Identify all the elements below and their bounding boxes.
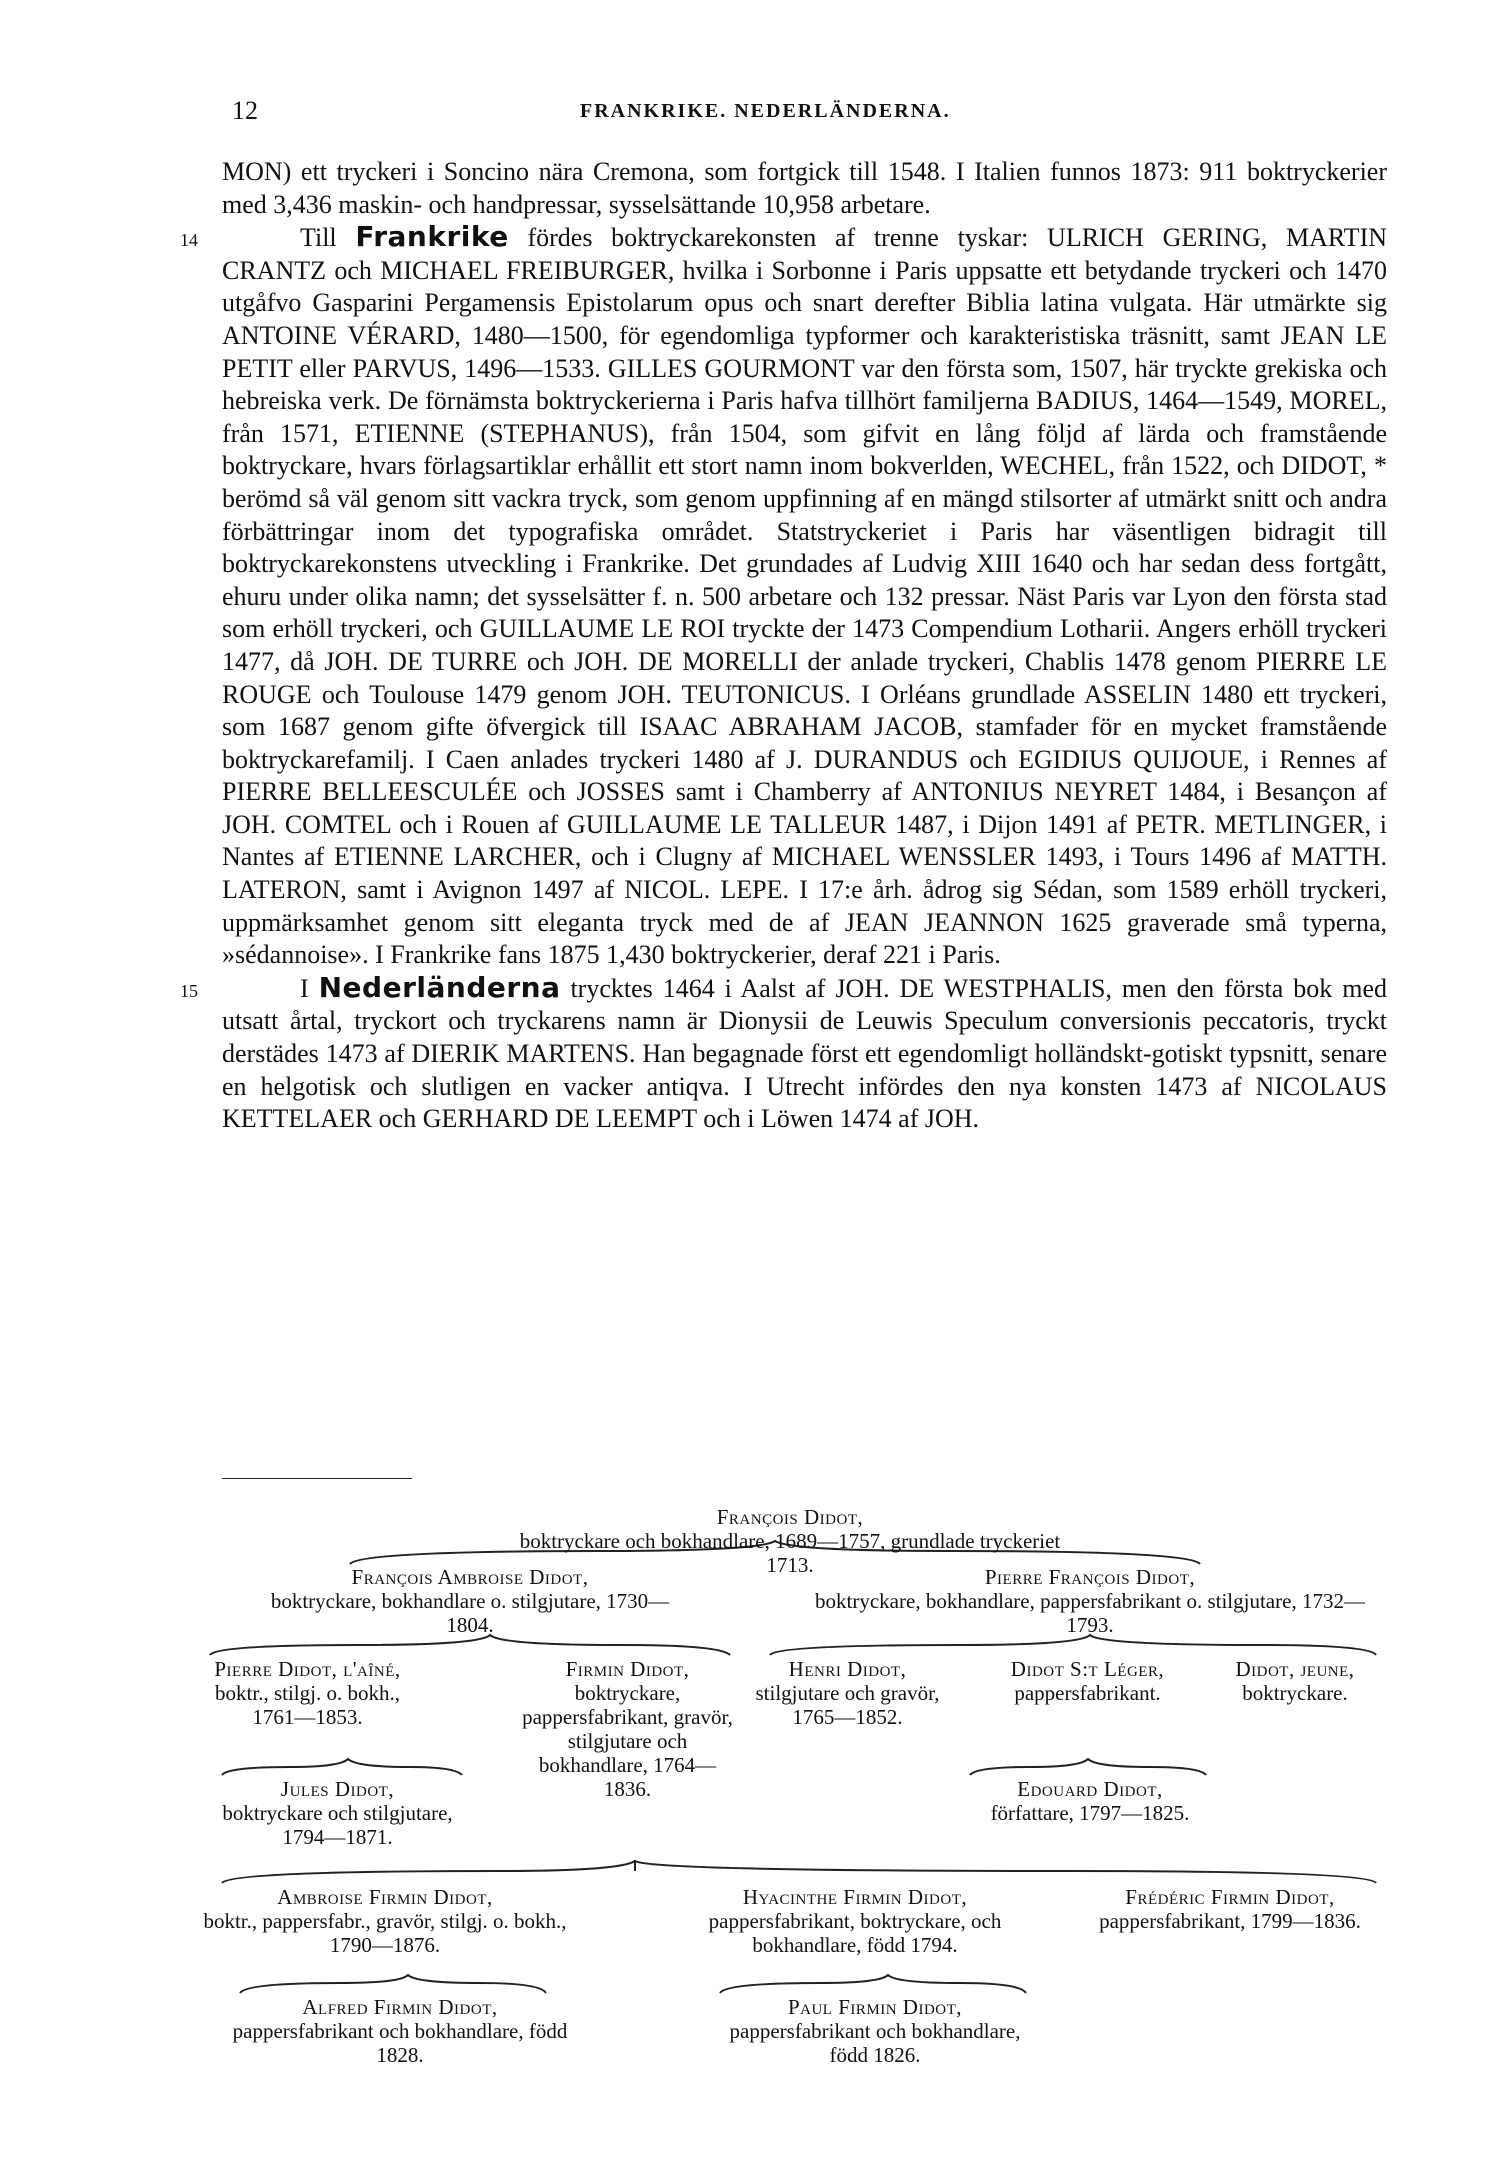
tree-node-gen4-2 [655, 1885, 1055, 1957]
person-desc: pappersfabrikant och bokhandlare, född 1828. [232, 2019, 568, 2067]
footnote-rule [222, 1478, 412, 1479]
person-desc: stilgjutare och gravör, 1765—1852. [755, 1681, 940, 1729]
person-name: Henri Didot, [788, 1657, 907, 1681]
person-name: Pierre François Didot, [984, 1565, 1196, 1589]
person-name: Edouard Didot, [1017, 1777, 1163, 1801]
person-desc: pappersfabrikant. [1014, 1681, 1161, 1705]
tree-node-gen3-4 [965, 1657, 1210, 1705]
genealogy-tree [200, 1505, 1380, 2065]
person-name: Didot S:t Léger, [1010, 1657, 1165, 1681]
tree-node-gen4-1 [200, 1885, 570, 1957]
paragraph-text: MON) ett tryckeri i Soncino nära Cremona, som fortgick till 1548. I Italien funnos 1873: 911 boktryckerier med 3,436 maskin- och handpressar, sysselsättande 10,958 arbetare. [222, 157, 1387, 219]
section-keyword: Nederländerna [318, 970, 561, 1004]
tree-node-gen2-1 [260, 1565, 680, 1637]
lead-prefix: Till [300, 223, 356, 253]
person-desc: boktryckare, bokhandlare o. stilgjutare, 1730—1804. [270, 1589, 670, 1637]
paragraph-nederlanderna [180, 970, 1387, 1136]
person-name: François Ambroise Didot, [351, 1565, 589, 1589]
person-name: Paul Firmin Didot, [787, 1995, 963, 2019]
paragraph-intro [222, 156, 1387, 221]
tree-node-gen3-5 [1210, 1657, 1380, 1705]
paragraph-text: trycktes 1464 i Aalst af JOH. DE WESTPHALIS, men den första bok med utsatt årtal, tryckort och tryckarens namn är Dionysii de Leuwis Speculum conversionis peccatoris, tryckt derstädes 1473 af DIERIK MARTENS. Han begagnade först ett egendomligt holländskt-gotiskt typsnitt, senare en helgotisk och slutligen en vacker antiqva. I Utrecht infördes den nya konsten 1473 af NICOLAUS KETTELAER och GERHARD DE LEEMPT och i Löwen 1474 af JOH. [222, 973, 1387, 1134]
person-desc: boktryckare och stilgjutare, 1794—1871. [222, 1801, 453, 1849]
tree-node-gen3-1 [200, 1657, 415, 1729]
running-head: FRANKRIKE. NEDERLÄNDERNA. [580, 100, 951, 122]
person-name: Jules Didot, [280, 1777, 395, 1801]
person-desc: boktryckare, pappersfabrikant, gravör, stilgjutare och bokhandlare, 1764—1836. [522, 1681, 733, 1801]
person-name: Hyacinthe Firmin Didot, [742, 1885, 968, 1909]
person-name: Pierre Didot, l'aîné, [214, 1657, 401, 1681]
person-name: François Didot, [716, 1505, 864, 1529]
tree-node-gen3-2 [520, 1657, 735, 1801]
person-desc: pappersfabrikant och bokhandlare, född 1826. [729, 2019, 1021, 2067]
person-desc: författare, 1797—1825. [990, 1801, 1190, 1825]
person-name: Didot, jeune, [1235, 1657, 1355, 1681]
tree-node-gen4a-1 [200, 1777, 475, 1849]
tree-node-gen2-2 [810, 1565, 1370, 1637]
person-desc: boktryckare, bokhandlare, pappersfabrikant o. stilgjutare, 1732—1793. [815, 1589, 1365, 1637]
section-keyword: Frankrike [355, 220, 509, 254]
tree-node-gen4-3 [1080, 1885, 1380, 1933]
lead-prefix: I [300, 973, 319, 1003]
paragraph-frankrike [180, 220, 1388, 972]
tree-node-gen5-1 [230, 1995, 570, 2067]
tree-node-gen3-3 [755, 1657, 940, 1729]
person-desc: pappersfabrikant, boktryckare, och bokhandlare, född 1794. [708, 1909, 1002, 1957]
person-desc: boktryckare. [1242, 1681, 1348, 1705]
person-name: Firmin Didot, [565, 1657, 690, 1681]
person-desc: boktr., pappersfabr., gravör, stilgj. o. bokh., 1790—1876. [203, 1909, 567, 1957]
page-header [0, 96, 1500, 126]
tree-node-gen4a-2 [960, 1777, 1220, 1825]
tree-node-gen5-2 [710, 1995, 1040, 2067]
person-desc: boktr., stilgj. o. bokh., 1761—1853. [215, 1681, 400, 1729]
person-name: Alfred Firmin Didot, [302, 1995, 498, 2019]
person-name: Ambroise Firmin Didot, [277, 1885, 493, 1909]
page-number: 12 [232, 96, 258, 125]
margin-number: 14 [180, 230, 198, 251]
paragraph-text: fördes boktryckarekonsten af trenne tyskar: ULRICH GERING, MARTIN CRANTZ och MICHAEL FREIBURGER, hvilka i Sorbonne i Paris uppsatte ett betydande tryckeri och 1470 utgåfvo Gasparini Pergamensis Epistolarum opus och snart derefter Biblia latina vulgata. Här utmärkte sig ANTOINE VÉRARD, 1480—1500, för egendomliga typformer och karakteristiska träsnitt, samt JEAN LE PETIT eller PARVUS, 1496—1533. GILLES GOURMONT var den första som, 1507, här tryckte grekiska och hebreiska verk. De förnämsta boktryckerierna i Paris hafva tillhört familjerna BADIUS, 1464—1549, MOREL, från 1571, ETIENNE (STEPHANUS), från 1504, som gifvit en lång följd af lärda och framstående boktryckare, hvars förlagsartiklar erhållit ett stort namn inom bokverlden, WECHEL, från 1522, och DIDOT, * berömd så väl genom sitt vackra tryck, som genom uppfinning af en mängd stilsorter af utmärkt snitt och andra förbättringar inom det typografiska området. Statstryckeriet i Paris har väsentligen bidragit till boktryckarekonstens utveckling i Frankrike. Det grundades af Ludvig XIII 1640 och har sedan dess fortgått, ehuru under olika namn; det sysselsätter f. n. 500 arbetare och 132 pressar. Näst Paris var Lyon den första stad som erhöll tryckeri, och GUILLAUME LE ROI tryckte der 1473 Compendium Lotharii. Angers erhöll tryckeri 1477, då JOH. DE TURRE och JOH. DE MORELLI der anlade tryckeri, Chablis 1478 genom PIERRE LE ROUGE och Toulouse 1479 genom JOH. TEUTONICUS. I Orléans grundlade ASSELIN 1480 ett tryckeri, som 1687 genom gifte öfvergick till ISAAC ABRAHAM JACOB, stamfader för en mycket framstående boktryckarefamilj. I Caen anlades tryckeri 1480 af J. DURANDUS och EGIDIUS QUIJOUE, i Rennes af PIERRE BELLEESCULÉE och JOSSES samt i Chamberry af ANTONIUS NEYRET 1484, i Besançon af JOH. COMTEL och i Rouen af GUILLAUME LE TALLEUR 1487, i Dijon 1491 af PETR. METLINGER, i Nantes af ETIENNE LARCHER, och i Clugny af MICHAEL WENSSLER 1493, i Tours 1496 af MATTH. LATERON, samt i Avignon 1497 af NICOL. LEPE. I 17:e årh. ådrog sig Sédan, som 1589 erhöll tryckeri, uppmärksamhet genom sitt eleganta tryck med de af JEAN JEANNON 1625 graverade små typerna, »sédannoise». I Frankrike fans 1875 1,430 boktryckerier, deraf 221 i Paris. [222, 223, 1388, 970]
body-text [180, 156, 1388, 1136]
margin-number: 15 [180, 980, 198, 1001]
person-desc: boktryckare och bokhandlare, 1689—1757, grundlade tryckeriet 1713. [519, 1529, 1061, 1577]
person-desc: pappersfabrikant, 1799—1836. [1099, 1909, 1361, 1933]
person-name: Frédéric Firmin Didot, [1125, 1885, 1335, 1909]
